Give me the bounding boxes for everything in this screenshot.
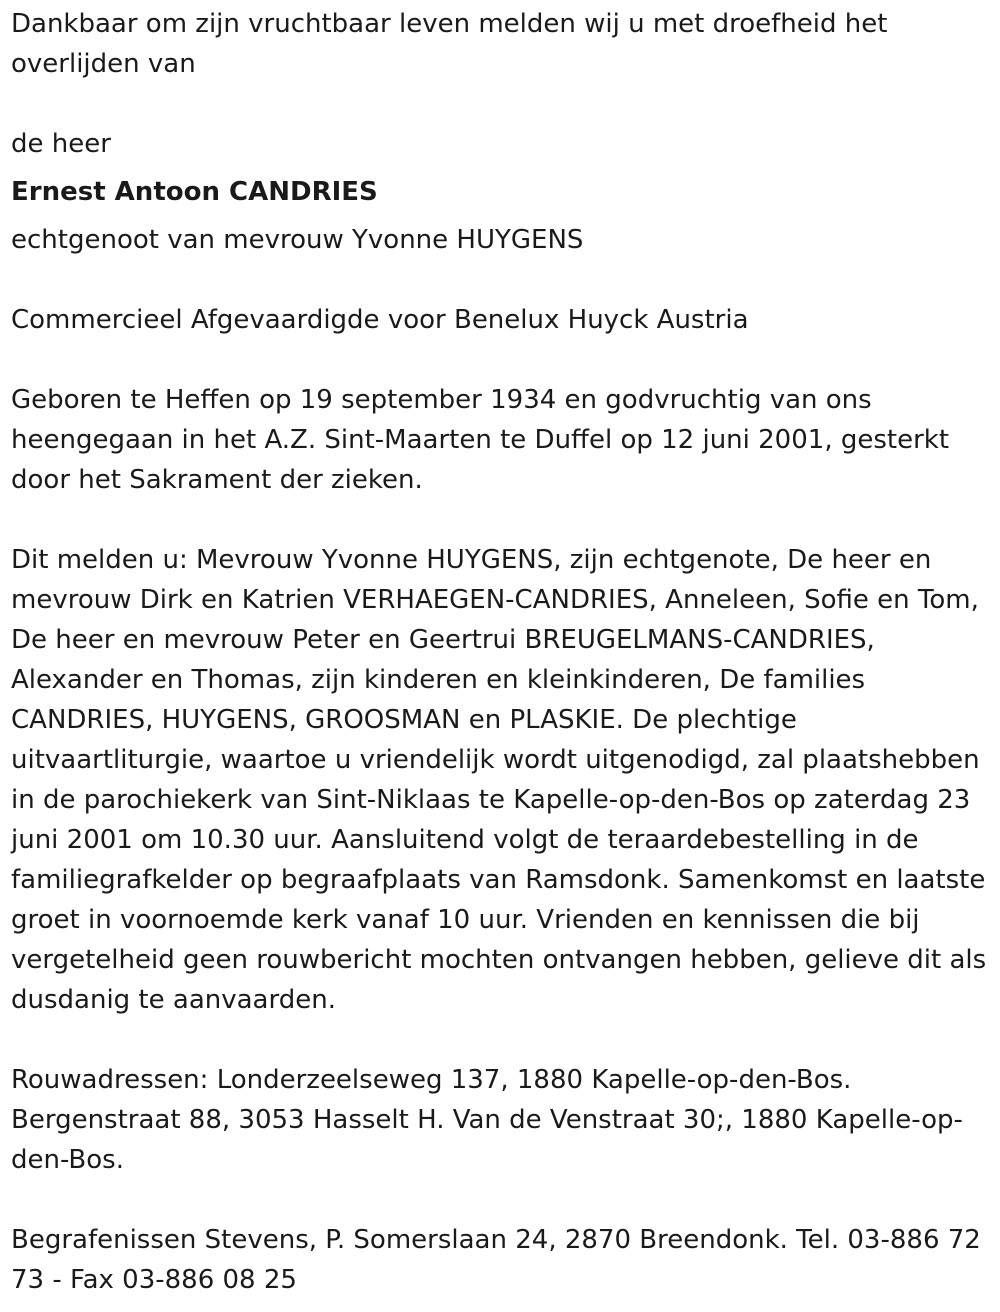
birth-death-paragraph: Geboren te Heffen op 19 september 1934 en godvruchtig van ons heengegaan in het A.Z. Sint-Maarten te Duffel op 12 juni 2001, gesterkt door het Sakrament der zieken. (11, 385, 950, 495)
salutation: de heer (11, 129, 111, 159)
spouse-line: echtgenoot van mevrouw Yvonne HUYGENS (11, 225, 584, 255)
obituary-document (11, 4, 991, 1300)
funeral-home-contact: Begrafenissen Stevens, P. Somerslaan 24, 2870 Breendonk. Tel. 03-886 72 73 - Fax 03-886 08 25 (11, 1225, 981, 1295)
mourning-addresses: Rouwadressen: Londerzeelseweg 137, 1880 Kapelle-op-den-Bos. Bergenstraat 88, 3053 Hasselt H. Van de Venstraat 30;, 1880 Kapelle-op-den-Bos. (11, 1065, 963, 1175)
announcement-paragraph: Dit melden u: Mevrouw Yvonne HUYGENS, zijn echtgenote, De heer en mevrouw Dirk en Katrien VERHAEGEN-CANDRIES, Anneleen, Sofie en Tom, De heer en mevrouw Peter en Geertrui BREUGELMANS-CANDRIES, Alexander en Thomas, zijn kinderen en kleinkinderen, De families CANDRIES, HUYGENS, GROOSMAN en PLASKIE. De plechtige uitvaartliturgie, waartoe u vriendelijk wordt uitgenodigd, zal plaatshebben in de parochiekerk van Sint-Niklaas te Kapelle-op-den-Bos op zaterdag 23 juni 2001 om 10.30 uur. Aansluitend volgt de teraardebestelling in de familiegrafkelder op begraafplaats van Ramsdonk. Samenkomst en laatste groet in voornoemde kerk vanaf 10 uur. Vrienden en kennissen die bij vergetelheid geen rouwbericht mochten ontvangen hebben, gelieve dit als dusdanig te aanvaarden. (11, 545, 987, 1015)
deceased-name: Ernest Antoon CANDRIES (11, 177, 378, 207)
intro-text: Dankbaar om zijn vruchtbaar leven melden wij u met droefheid het overlijden van (11, 9, 888, 79)
profession-line: Commercieel Afgevaardigde voor Benelux Huyck Austria (11, 305, 749, 335)
